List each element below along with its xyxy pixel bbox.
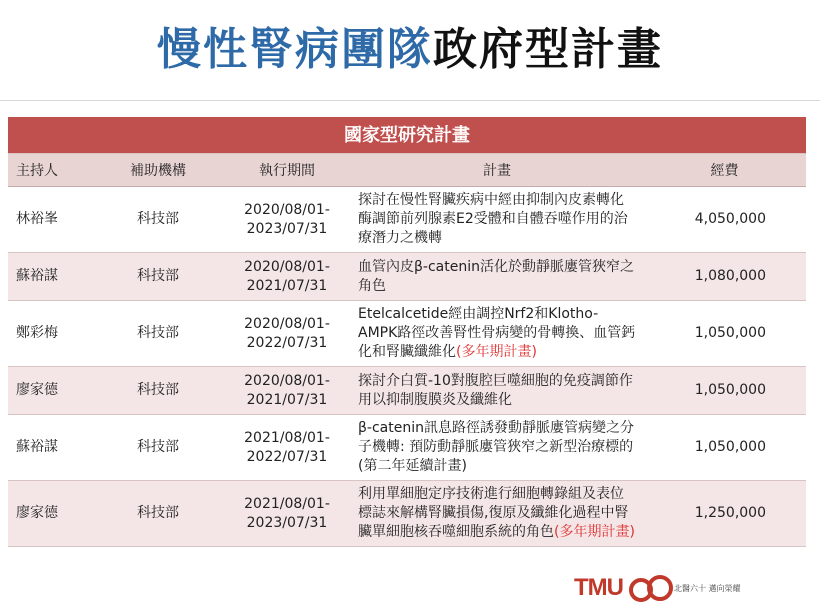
cell-funder: 科技部 (94, 415, 222, 481)
period-start: 2021/08/01- (244, 429, 330, 446)
logo-text: TMU (574, 574, 623, 601)
title-part-team: 慢性腎病團隊 (157, 24, 433, 75)
cell-amount: 1,050,000 (642, 367, 806, 415)
cell-funder: 科技部 (94, 187, 222, 253)
cell-funder: 科技部 (94, 301, 222, 367)
cell-pi: 廖家德 (8, 367, 94, 415)
header-pi: 主持人 (8, 154, 94, 187)
cell-period (222, 253, 352, 301)
period-end: 2022/07/31 (246, 334, 328, 351)
page-title (0, 22, 820, 78)
project-title: 血管內皮β-catenin活化於動靜脈廔管狹窄之角色 (358, 258, 635, 294)
project-title: 探討介白質-10對腹腔巨噬細胞的免疫調節作用以抑制腹膜炎及纖維化 (358, 372, 633, 408)
project-title: Etelcalcetide經由調控Nrf2和Klotho-AMPK路徑改善腎性骨病變的骨轉換、血管鈣化和腎臟纖維化 (358, 306, 636, 360)
cell-project (352, 415, 642, 481)
cell-period (222, 415, 352, 481)
project-note: (多年期計畫) (456, 344, 537, 360)
grant-table (8, 117, 806, 547)
cell-amount: 1,050,000 (642, 415, 806, 481)
project-title: β-catenin訊息路徑誘發動靜脈廔管病變之分子機轉: 預防動靜脈廔管狹窄之新型治療標的(第二年延續計畫) (358, 420, 635, 474)
cell-amount: 4,050,000 (642, 187, 806, 253)
table-row (8, 415, 806, 481)
table-caption-row (8, 117, 806, 154)
period-start: 2020/08/01- (244, 315, 330, 332)
period-start: 2020/08/01- (244, 372, 330, 389)
table-caption: 國家型研究計畫 (8, 117, 806, 154)
cell-project (352, 187, 642, 253)
cell-period (222, 187, 352, 253)
cell-period (222, 367, 352, 415)
project-title: 探討在慢性腎臟疾病中經由抑制內皮素轉化酶調節前列腺素E2受體和自體吞噬作用的治療潛力之機轉 (358, 192, 628, 246)
cell-amount: 1,080,000 (642, 253, 806, 301)
period-start: 2020/08/01- (244, 201, 330, 218)
cell-pi: 林裕峯 (8, 187, 94, 253)
header-project: 計畫 (352, 154, 642, 187)
cell-period (222, 481, 352, 547)
header-amount: 經費 (642, 154, 806, 187)
period-start: 2020/08/01- (244, 258, 330, 275)
period-end: 2021/07/31 (246, 277, 328, 294)
table-row (8, 253, 806, 301)
project-note: (多年期計畫) (554, 524, 635, 540)
cell-project (352, 253, 642, 301)
table-row (8, 301, 806, 367)
project-title: 利用單細胞定序技術進行細胞轉錄組及表位標誌來解構腎臟損傷,復原及纖維化過程中腎臟單細胞核吞噬細胞系統的角色 (358, 486, 629, 540)
tmu-logo (574, 572, 814, 608)
cell-funder: 科技部 (94, 481, 222, 547)
table-row (8, 481, 806, 547)
cell-pi: 廖家德 (8, 481, 94, 547)
period-end: 2022/07/31 (246, 448, 328, 465)
cell-pi: 鄭彩梅 (8, 301, 94, 367)
cell-pi: 蘇裕謀 (8, 253, 94, 301)
cell-project (352, 367, 642, 415)
header-period: 執行期間 (222, 154, 352, 187)
cell-project (352, 301, 642, 367)
table-row (8, 187, 806, 253)
title-part-program: 政府型計畫 (433, 24, 663, 75)
title-divider (0, 100, 820, 101)
period-end: 2023/07/31 (246, 220, 328, 237)
cell-project (352, 481, 642, 547)
logo-slogan: 北醫六十 邁向榮耀 (674, 584, 741, 593)
sixty-anniversary-icon (628, 572, 674, 604)
period-end: 2023/07/31 (246, 514, 328, 531)
cell-amount: 1,250,000 (642, 481, 806, 547)
cell-funder: 科技部 (94, 367, 222, 415)
cell-funder: 科技部 (94, 253, 222, 301)
cell-amount: 1,050,000 (642, 301, 806, 367)
cell-pi: 蘇裕謀 (8, 415, 94, 481)
table-row (8, 367, 806, 415)
header-funder: 補助機構 (94, 154, 222, 187)
table-header-row (8, 154, 806, 187)
period-end: 2021/07/31 (246, 391, 328, 408)
cell-period (222, 301, 352, 367)
period-start: 2021/08/01- (244, 495, 330, 512)
